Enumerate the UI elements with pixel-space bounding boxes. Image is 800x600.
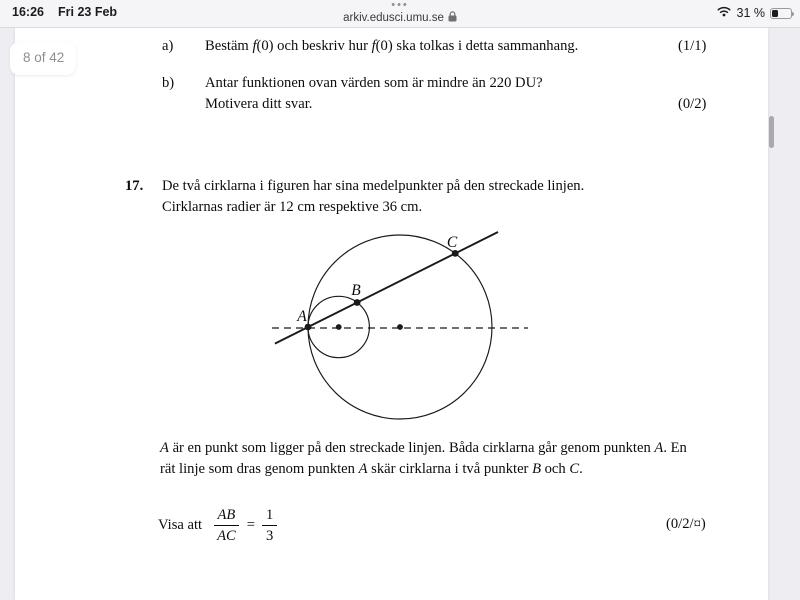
question-b-label: b) [162,75,175,91]
fraction-ab-ac [213,506,240,545]
fraction-rhs-numerator: 1 [262,506,277,526]
question-17-text-line2: Cirklarnas radier är 12 cm respektive 36 cm. [162,199,423,215]
status-time: 16:26 [12,5,44,19]
address-url: arkiv.edusci.umu.se [343,12,444,24]
label-A: A [297,308,307,325]
battery-fill [772,10,778,17]
question-a-score: (1/1) [678,38,707,54]
status-date: Fri 23 Feb [58,5,118,19]
battery-percent: 31 % [736,6,765,20]
status-bar [0,0,800,28]
page-indicator [10,42,76,75]
question-b-score: (0/2) [678,96,707,112]
question-17-score: (0/2/¤) [666,516,706,532]
question-b-text-line1: Antar funktionen ovan värden som är mindre än 220 DU? [205,75,543,91]
equals-sign: = [246,517,255,533]
tab-dots-icon[interactable]: ••• [391,0,409,11]
label-B: B [351,282,361,299]
fraction-one-third [262,506,277,545]
question-17-number: 17. [125,178,144,194]
show-prefix: Visa att [158,517,203,533]
point-B [354,299,361,306]
battery-icon [770,8,792,19]
lock-icon [448,11,457,25]
status-indicators [716,4,793,22]
point-C [452,250,459,257]
address-bar[interactable] [0,11,800,25]
center-dot-2 [397,324,403,330]
fraction-denominator: AC [217,528,236,544]
fraction-rhs-denominator: 3 [266,528,274,544]
question-b-text-line2: Motivera ditt svar. [205,96,313,112]
wifi-icon [716,4,732,22]
label-C: C [446,234,458,251]
question-17-paragraph: A är en punkt som ligger på den streckade linjen. Båda cirklarna går genom punkten A. En rät linje som dras genom punkten A skär cirklarna i två punkter B och C. [160,440,687,477]
question-a-text: Bestäm f(0) och beskriv hur f(0) ska tolkas i detta sammanhang. [205,38,579,54]
center-dot-1 [336,324,342,330]
circles-figure [258,222,542,434]
fraction-numerator: AB [214,506,240,526]
question-17-text-line1: De två cirklarna i figuren har sina medelpunkter på den streckade linjen. [162,178,585,194]
show-statement [158,506,277,545]
page-indicator-label: 8 of 42 [23,50,65,65]
scrollbar-thumb[interactable] [769,116,774,148]
question-a-label: a) [162,38,174,54]
